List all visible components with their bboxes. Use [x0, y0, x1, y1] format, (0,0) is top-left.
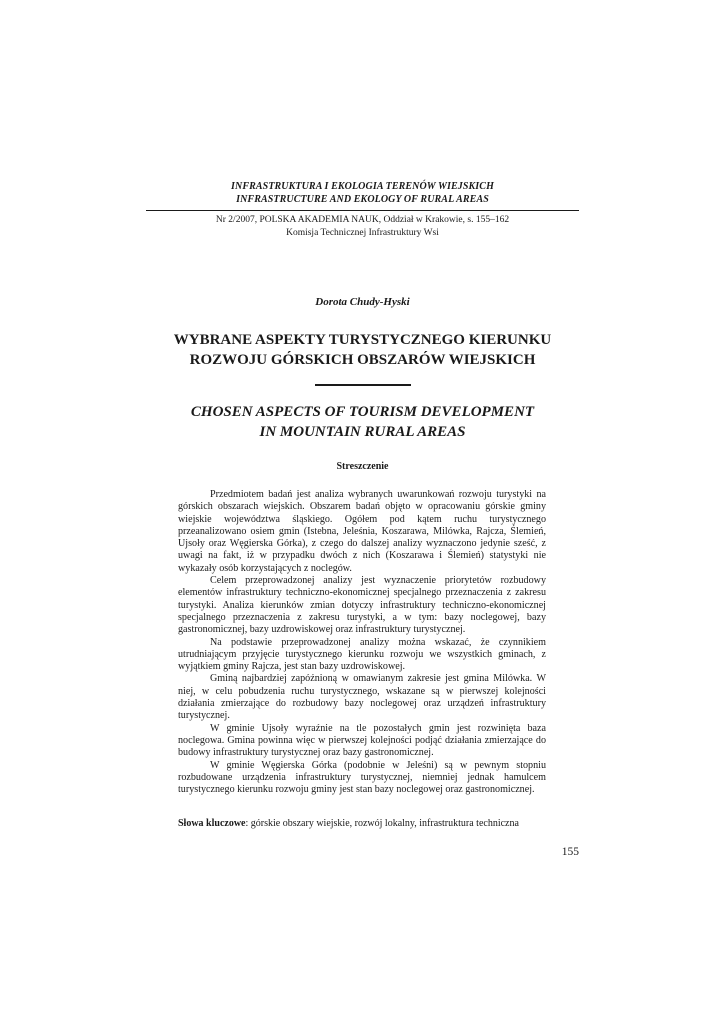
- abstract-heading: Streszczenie: [336, 461, 389, 472]
- journal-header: [146, 180, 579, 206]
- keywords-line: [178, 818, 546, 831]
- abstract-paragraph: W gminie Węgierska Górka (podobnie w Jeleśni) są w pewnym stopniu rozbudowane urządzenia infrastruktury turystycznej, niemniej jednak hamulcem turystycznego kierunku rozwoju gminy jest stan bazy noclegowej oraz gastronomicznej.: [178, 759, 546, 796]
- abstract-body: [178, 489, 546, 796]
- title-polish: [146, 330, 579, 370]
- issue-line: Nr 2/2007, POLSKA AKADEMIA NAUK, Oddział w Krakowie, s. 155–162: [215, 215, 510, 225]
- title-english: [146, 402, 579, 442]
- title-english-line: IN MOUNTAIN RURAL AREAS: [259, 424, 466, 440]
- publication-info: [146, 214, 579, 239]
- abstract-paragraph: Gminą najbardziej zapóźnioną w omawianym zakresie jest gmina Milówka. W niej, w celu pobudzenia ruchu turystycznego, wskazane są w pierwszej kolejności działania zmierzające do rozbudowy bazy noclegowej oraz urządzeń infrastruktury turystycznej.: [178, 673, 546, 722]
- keywords-separator: :: [245, 818, 251, 829]
- title-separator: [315, 384, 411, 386]
- title-polish-line: ROZWOJU GÓRSKICH OBSZARÓW WIEJSKICH: [189, 352, 536, 368]
- journal-title-pl: INFRASTRUKTURA I EKOLOGIA TERENÓW WIEJSKICH: [231, 181, 494, 192]
- abstract-paragraph: Celem przeprowadzonej analizy jest wyznaczenie priorytetów rozbudowy elementów infrastruktury techniczno-ekonomicznej specjalnego przeznaczenia z zakresu turystyki. Analiza kierunków zmian dotyczy infrastruktury techniczno-ekonomicznej specjalnego przeznaczenia z zakresu turystyki, a w tym: bazy noclegowej, bazy gastronomicznej, bazy uzdrowiskowej oraz infrastruktury turystycznej.: [178, 575, 546, 636]
- author-name: Dorota Chudy-Hyski: [315, 296, 410, 308]
- commission-line: Komisja Technicznej Infrastruktury Wsi: [286, 227, 439, 238]
- title-english-line: CHOSEN ASPECTS OF TOURISM DEVELOPMENT: [190, 404, 535, 420]
- page-number: 155: [561, 846, 579, 858]
- keywords-label: Słowa kluczowe: [178, 818, 246, 829]
- journal-title-en: INFRASTRUCTURE AND EKOLOGY OF RURAL AREAS: [236, 194, 489, 205]
- abstract-paragraph: Na podstawie przeprowadzonej analizy można wskazać, że czynnikiem utrudniającym przyjęcie turystycznego kierunku rozwoju we wszystkich gminach, z wyjątkiem gminy Rajcza, jest stan bazy uzdrowiskowej.: [178, 636, 546, 673]
- title-polish-line: WYBRANE ASPEKTY TURYSTYCZNEGO KIERUNKU: [173, 332, 552, 348]
- abstract-paragraph: W gminie Ujsoły wyraźnie na tle pozostałych gmin jest rozwinięta baza noclegowa. Gmina powinna więc w pierwszej kolejności podjąć działania zmierzające do budowy infrastruktury turystycznej oraz bazy gastronomicznej.: [178, 722, 546, 759]
- header-rule: [146, 210, 579, 211]
- abstract-paragraph: Przedmiotem badań jest analiza wybranych uwarunkowań rozwoju turystyki na górskich obszarach wiejskich. Obszarem badań objęto w opracowaniu górskie gminy wiejskie województwa śląskiego. Ogółem pod kątem ruchu turystycznego przeanalizowano osiem gmin (Istebna, Jeleśnia, Koszarawa, Milówka, Rajcza, Ślemień, Ujsoły oraz Węgierska Górka), z czego do dalszej analizy wyznaczono jedynie sześć, z uwagi na fakt, iż w przypadku dwóch z nich (Koszarawa i Ślemień) statystyki nie wykazały osób korzystających z noclegów.: [178, 489, 546, 574]
- keywords-text: górskie obszary wiejskie, rozwój lokalny, infrastruktura techniczna: [250, 818, 519, 829]
